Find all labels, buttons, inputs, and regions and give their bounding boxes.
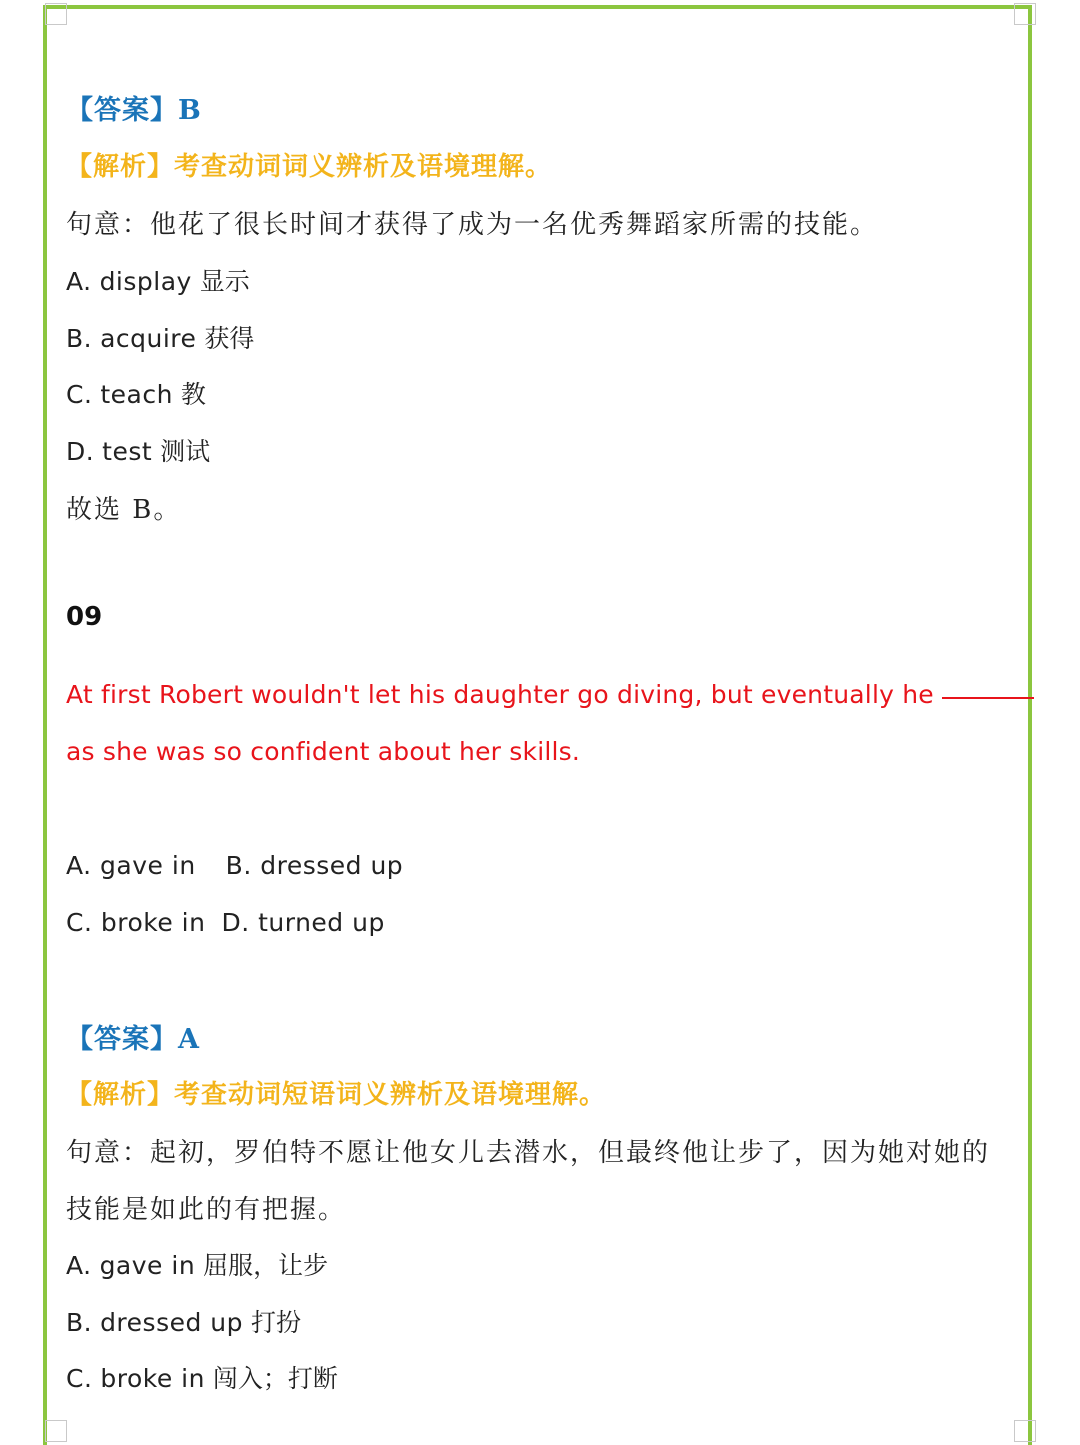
q08-option-b	[66, 319, 254, 355]
option-letter: A.	[66, 267, 92, 296]
q09-option-d: D. turned up	[221, 908, 385, 937]
option-translation: 闯入；打断	[212, 1364, 338, 1393]
option-translation: 获得	[204, 324, 255, 353]
option-letter: D.	[66, 437, 95, 466]
option-letter: A.	[66, 1251, 92, 1280]
q09-option-b: B. dressed up	[225, 851, 404, 880]
crop-mark-top-left	[45, 3, 67, 25]
q09-explain-option-c	[66, 1359, 338, 1395]
question-text: At first Robert wouldn't let his daughter go diving, but eventually he	[66, 680, 934, 709]
q09-option-c: C. broke in	[66, 908, 206, 937]
q09-options-row-1	[66, 851, 403, 880]
option-word: test	[102, 437, 153, 466]
q09-analysis: 【解析】考查动词短语词义辨析及语境理解。	[66, 1080, 607, 1110]
option-word: gave in	[99, 1251, 196, 1280]
answer-blank	[942, 697, 1034, 699]
q09-answer: 【答案】A	[66, 1024, 200, 1055]
q08-conclusion: 故选 B。	[66, 495, 182, 525]
option-translation: 显示	[199, 267, 250, 296]
option-translation: 教	[180, 380, 206, 409]
q09-meaning-line-1: 句意：起初，罗伯特不愿让他女儿去潜水，但最终他让步了，因为她对她的	[66, 1138, 991, 1168]
q08-meaning: 句意：他花了很长时间才获得了成为一名优秀舞蹈家所需的技能。	[66, 210, 879, 240]
option-word: display	[99, 267, 192, 296]
q08-analysis: 【解析】考查动词词义辨析及语境理解。	[66, 152, 553, 182]
q09-option-a: A. gave in	[66, 851, 196, 880]
option-letter: C.	[66, 380, 93, 409]
option-translation: 屈服，让步	[203, 1251, 329, 1280]
question-line-2: as she was so confident about her skills.	[66, 737, 581, 766]
option-word: acquire	[100, 324, 197, 353]
option-word: dressed up	[100, 1308, 244, 1337]
option-letter: B.	[66, 324, 93, 353]
q08-answer: 【答案】B	[66, 95, 202, 126]
option-word: teach	[100, 380, 173, 409]
question-number: 09	[66, 602, 103, 632]
option-word: broke in	[100, 1364, 205, 1393]
option-translation: 打扮	[250, 1308, 301, 1337]
q08-option-a	[66, 262, 250, 298]
option-letter: C.	[66, 1364, 93, 1393]
q09-options-row-2	[66, 908, 385, 937]
question-line-1	[66, 680, 1034, 709]
option-translation: 测试	[160, 437, 211, 466]
crop-mark-top-right	[1014, 3, 1036, 25]
q08-option-d	[66, 432, 210, 468]
q09-explain-option-b	[66, 1303, 301, 1339]
option-letter: B.	[66, 1308, 93, 1337]
q09-explain-option-a	[66, 1246, 328, 1282]
q09-meaning-line-2: 技能是如此的有把握。	[66, 1195, 347, 1225]
q08-option-c	[66, 375, 206, 411]
